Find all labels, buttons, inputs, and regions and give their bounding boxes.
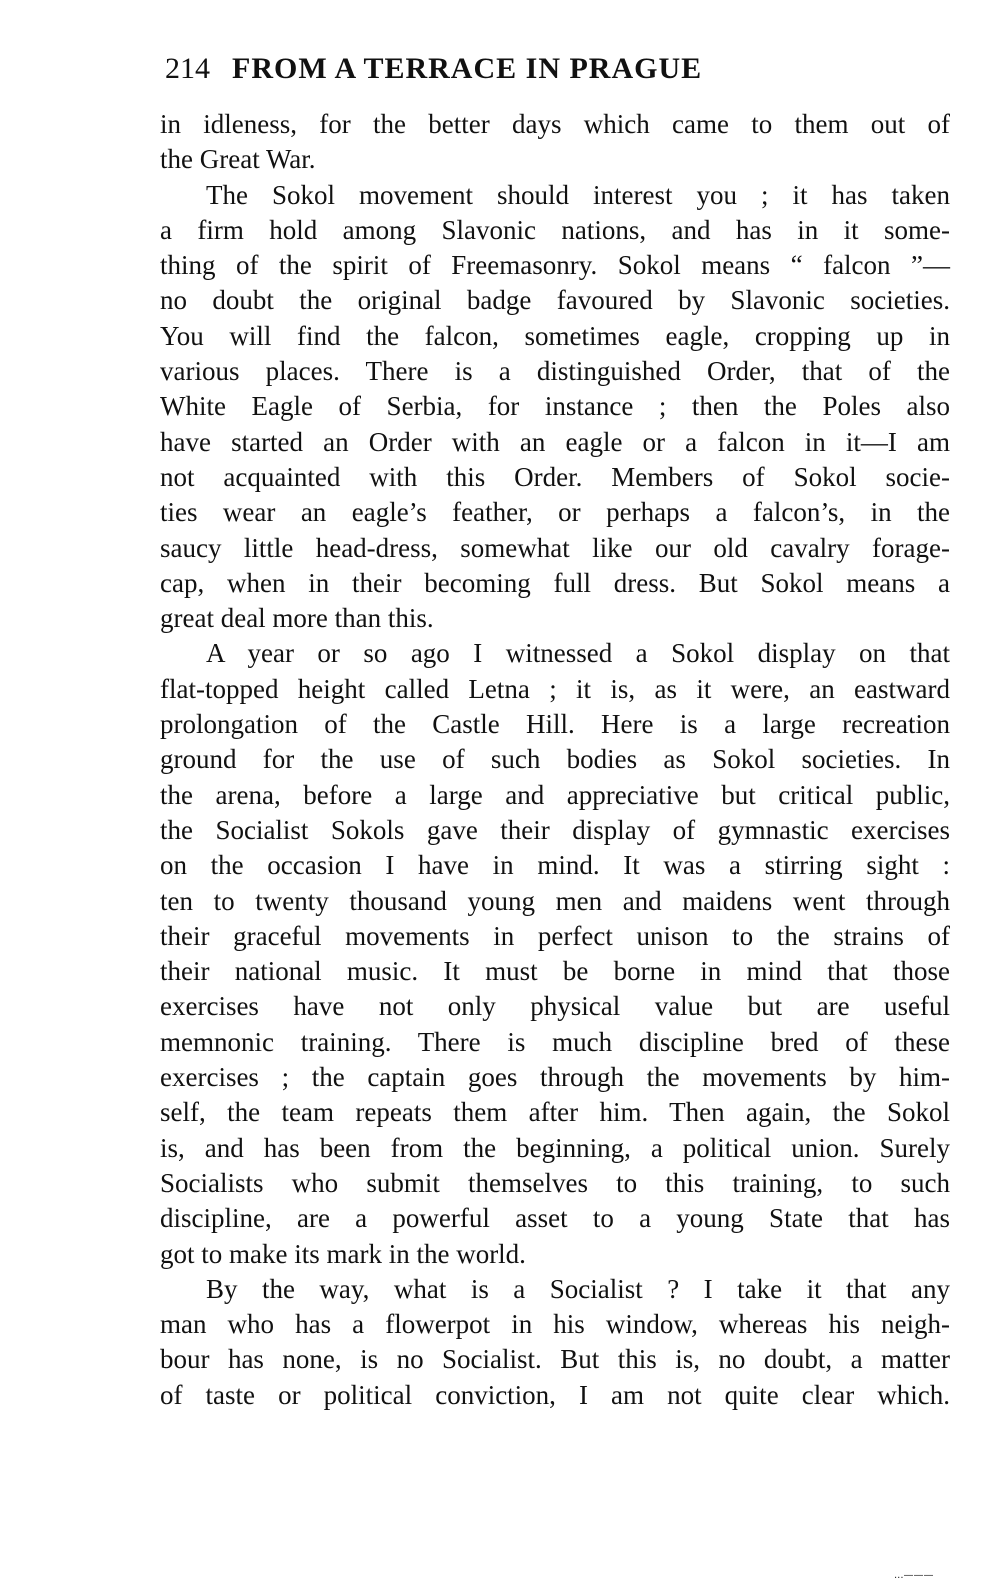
text-line: A year or so ago I witnessed a Sokol display on that [206,638,950,669]
text-line: got to make its mark in the world. [160,1238,526,1269]
text-line: exercises ; the captain goes through the movements by him- [160,1062,950,1093]
text-line: the Socialist Sokols gave their display of gymnastic exercises [160,814,950,845]
text-line: various places. There is a distinguished Order, that of the [160,356,950,387]
text-line: is, and has been from the beginning, a political union. Surely [160,1132,950,1163]
text-line: self, the team repeats them after him. Then again, the Sokol [160,1097,950,1128]
text-line: Socialists who submit themselves to this training, to such [160,1167,950,1198]
text-line: You will find the falcon, sometimes eagle, cropping up in [160,320,950,351]
text-line: flat-topped height called Letna ; it is, as it were, an eastward [160,673,950,704]
text-line: saucy little head-dress, somewhat like our old cavalry forage- [160,532,950,563]
running-header [165,52,865,98]
text-line: no doubt the original badge favoured by Slavonic societies. [160,285,950,316]
text-line: have started an Order with an eagle or a falcon in it—I am [160,426,950,457]
page-number: 214 [165,52,210,85]
text-line: their graceful movements in perfect unison to the strains of [160,920,950,951]
text-line: ties wear an eagle’s feather, or perhaps a falcon’s, in the [160,497,950,528]
text-line: not acquainted with this Order. Members of Sokol socie- [160,461,950,492]
text-line: a firm hold among Slavonic nations, and has in it some- [160,214,950,245]
text-line: cap, when in their becoming full dress. But Sokol means a [160,567,950,598]
text-line: man who has a flowerpot in his window, whereas his neigh- [160,1309,950,1340]
footer-catchword: ...——— [894,1572,934,1580]
text-line: memnonic training. There is much discipline bred of these [160,1026,950,1057]
text-line: on the occasion I have in mind. It was a stirring sight : [160,850,950,881]
text-line: the Great War. [160,144,316,175]
text-line: their national music. It must be borne in mind that those [160,956,950,987]
text-line: in idleness, for the better days which came to them out of [160,109,950,139]
text-line: thing of the spirit of Freemasonry. Sokol means “ falcon ”— [160,250,950,281]
running-title: FROM A TERRACE IN PRAGUE [232,52,703,85]
text-line: the arena, before a large and appreciative but critical public, [160,779,950,810]
text-line: great deal more than this. [160,603,434,634]
text-line: of taste or political conviction, I am not quite clear which. [160,1379,950,1410]
text-line: exercises have not only physical value but are useful [160,991,950,1022]
text-line: The Sokol movement should interest you ; it has taken [206,179,950,210]
body-text [160,107,950,1413]
text-line: ten to twenty thousand young men and maidens went through [160,885,950,916]
text-line: By the way, what is a Socialist ? I take it that any [206,1273,950,1304]
text-line: White Eagle of Serbia, for instance ; then the Poles also [160,391,950,422]
text-line: prolongation of the Castle Hill. Here is a large recreation [160,709,950,740]
text-line: bour has none, is no Socialist. But this is, no doubt, a matter [160,1344,950,1375]
text-line: ground for the use of such bodies as Sokol societies. In [160,744,950,775]
text-line: discipline, are a powerful asset to a young State that has [160,1203,950,1234]
